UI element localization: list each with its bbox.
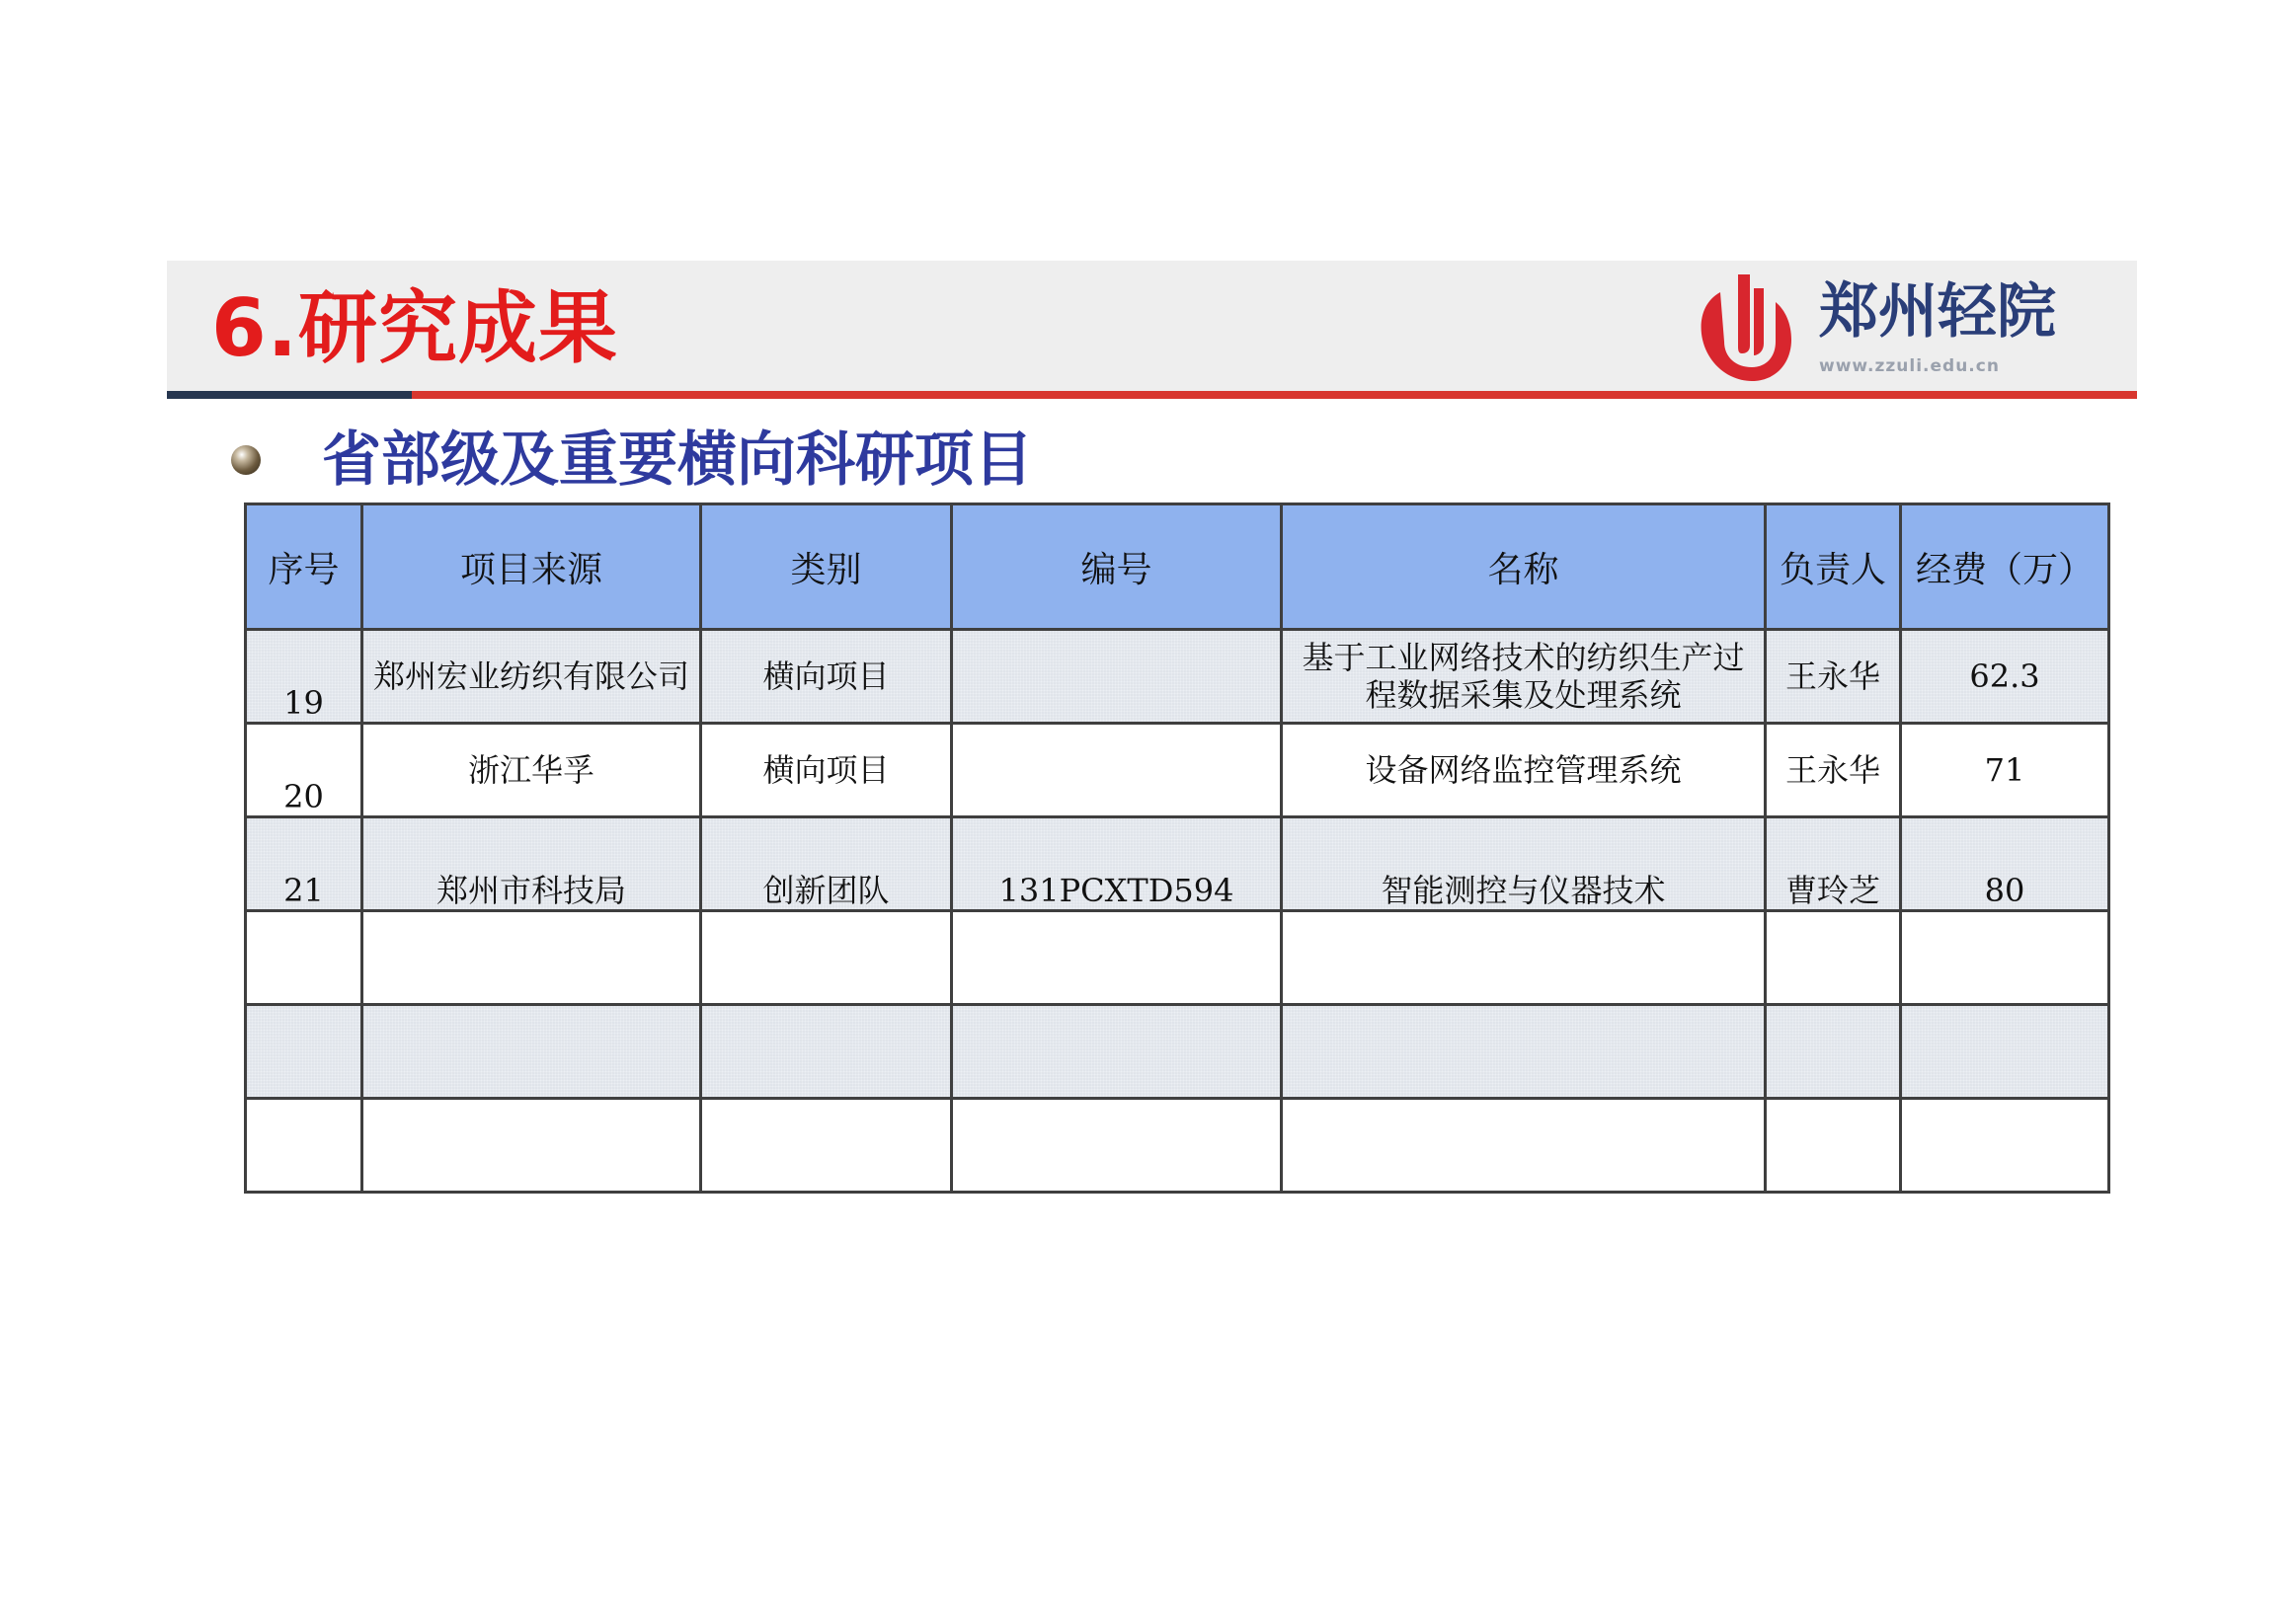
section-heading: 省部级及重要横向科研项目 [322,425,1033,495]
cell-leader: 王永华 [1766,630,1901,724]
header-leader: 负责人 [1766,504,1901,630]
cell-name: 设备网络监控管理系统 [1282,724,1766,817]
title-rule-dark [167,391,412,399]
cell-code [952,724,1282,817]
cell-no: 20 [246,724,362,817]
cell-category: 横向项目 [701,724,952,817]
cell-category [701,1005,952,1099]
cell-source [362,911,701,1005]
cell-leader [1766,1099,1901,1193]
cell-funding [1901,1099,2109,1193]
header-source: 项目来源 [362,504,701,630]
cell-name [1282,1099,1766,1193]
header-name: 名称 [1282,504,1766,630]
header-category: 类别 [701,504,952,630]
table-row [246,911,2109,1005]
cell-no [246,1005,362,1099]
cell-source: 郑州宏业纺织有限公司 [362,630,701,724]
logo-name: 郑州轻院 [1819,277,2056,347]
cell-category: 横向项目 [701,630,952,724]
table-row [246,1005,2109,1099]
header-funding: 经费（万） [1901,504,2109,630]
cell-category: 创新团队 [701,817,952,911]
cell-source [362,1099,701,1193]
cell-funding: 62.3 [1901,630,2109,724]
cell-leader [1766,1005,1901,1099]
cell-name: 基于工业网络技术的纺织生产过程数据采集及处理系统 [1282,630,1766,724]
cell-leader: 王永华 [1766,724,1901,817]
table-header-row [246,504,2109,630]
cell-source: 郑州市科技局 [362,817,701,911]
cell-category [701,911,952,1005]
table-row [246,1099,2109,1193]
cell-code [952,911,1282,1005]
projects-table [244,502,2110,1194]
cell-source: 浙江华孚 [362,724,701,817]
table-row [246,817,2109,911]
cell-funding [1901,1005,2109,1099]
cell-no [246,911,362,1005]
cell-funding [1901,911,2109,1005]
cell-code: 131PCXTD594 [952,817,1282,911]
cell-leader [1766,911,1901,1005]
cell-name [1282,911,1766,1005]
logo-emblem-icon [1697,267,1795,387]
cell-code [952,630,1282,724]
cell-category [701,1099,952,1193]
cell-no: 21 [246,817,362,911]
header-no: 序号 [246,504,362,630]
page-title: 6.研究成果 [211,282,619,374]
cell-funding: 80 [1901,817,2109,911]
cell-no [246,1099,362,1193]
cell-code [952,1099,1282,1193]
cell-code [952,1005,1282,1099]
table-row [246,630,2109,724]
header-code: 编号 [952,504,1282,630]
table-row [246,724,2109,817]
cell-name [1282,1005,1766,1099]
university-logo [1697,267,2072,387]
cell-source [362,1005,701,1099]
cell-no: 19 [246,630,362,724]
cell-funding: 71 [1901,724,2109,817]
cell-leader: 曹玲芝 [1766,817,1901,911]
logo-url: www.zzuli.edu.cn [1819,356,2000,376]
cell-name: 智能测控与仪器技术 [1282,817,1766,911]
title-rule-red [412,391,2137,399]
bullet-icon [231,445,261,475]
